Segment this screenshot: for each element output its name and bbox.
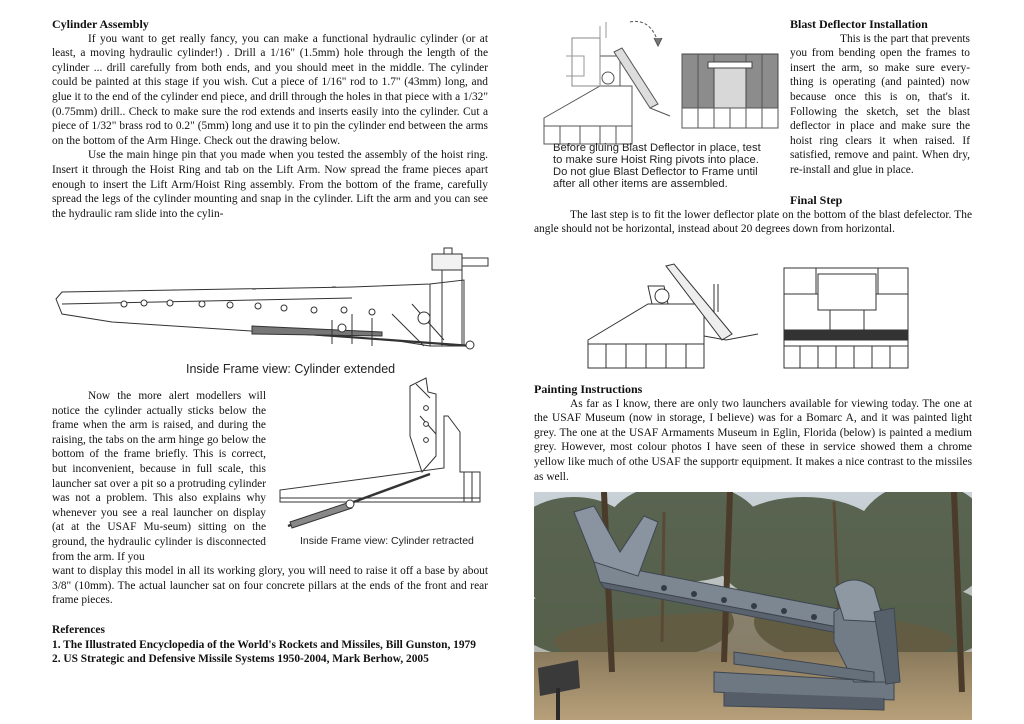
final-step-paragraph: The last step is to fit the lower deflector plate on the bottom of the blast defelector. The angle should not be horizontal, instead about 20 degrees down from horizontal.: [534, 208, 972, 236]
blast-deflector-heading: Blast Deflector Installation: [790, 17, 928, 31]
caption-cylinder-retracted: Inside Frame view: Cylinder retracted: [300, 535, 474, 547]
launcher-photo-art: [534, 492, 972, 720]
cylinder-assembly-heading: Cylinder Assembly: [52, 17, 149, 31]
cylinder-assembly-paragraph-1: If you want to get really fancy, you can make a functional hydraulic cylinder (or at least, a moving hydraulic cylinder!) . Drill a 1/16" (1.5mm) hole through the length of the cylinder ... drill carefully from both ends, and you should meet in the middle. The cylinder could be painted at this stage if you wish. Cut a piece of 1/16" rod to 1.7" (43mm) long, and glue it to the end of the cylinder end piece, and drill through the holes in that piece with a 1/32" (0.75mm) drill.. Check to make sure the rod extends and inserts easily into the cylinder. Cut a piece of 1/32" brass rod to 0.2" (5mm) long and use it to pin the cylinder end between the arms on the bottom of the Arm Hinge. Check out the drawing below.: [52, 32, 488, 147]
final-step-heading: Final Step: [790, 193, 843, 207]
blast-deflector-section: [790, 17, 970, 178]
cylinder-assembly-paragraph-2: Use the main hinge pin that you made when you tested the assembly of the hoist ring. Insert it through the Hoist Ring and tab on the Lift Arm. Now spread the frame pieces apart enough to insert the Lift Arm/Hoist Ring assembly. From the bottom of the frame, carefully spread the legs of the cylinder mounting and snap in the cylinder. Lift the arm and you can see the hydraulic ram slide into the cylin-: [52, 149, 488, 220]
blast-deflector-sketch: [540, 16, 782, 144]
references-section: [52, 623, 488, 667]
reference-item-1: 1. The Illustrated Encyclopedia of the World's Rockets and Missiles, Bill Gunston, 1979: [52, 638, 476, 651]
blast-deflector-paragraph: This is the part that prevents you from bending open the frames to insert the arm, so make sure every-thing is operating (and painted) now because once this is on, that's it. Following the sketch, set the blast deflector in place and make sure the hoist ring clears it when raised. If satisfied, remove and paint. When dry, re-install and glue in place.: [790, 32, 970, 176]
display-continuation-section: [52, 564, 488, 608]
deflector-caption-line-1: Before gluing Blast Deflector in place, test: [553, 142, 761, 154]
painting-paragraph: As far as I know, there are only two launchers available for viewing today. The one at the USAF Museum (now in storage, I believe) was for a Bomarc A, and it was painted light grey. The one at the USAF Armaments Museum in Eglin, Florida (below) is painted a medium grey. However, most colour photos I have seen of these in service showed them a chrome yellow like much of othe USAF the supportr equipment. It makes a nice contrast to the missiles as well.: [534, 397, 972, 483]
display-continuation-paragraph: want to display this model in all its working glory, you will need to raise it off a base by about 3/8" (10mm). The actual launcher sat on four concrete pillars at the ends of the front and rear frame pieces.: [52, 565, 488, 607]
alert-modellers-section: [52, 389, 266, 564]
alert-modellers-paragraph: Now the more alert modellers will notice the cylinder actually sticks below the frame when the arm is raised, and during the raising, the tabs on the arm hinge go below the bottom of the frame briefly. This is correct, but inconvenient, because in full scale, this launcher sat over a pit so a protruding cylinder was not a problem. This also explains why whenever you see a real launcher on display (at at the USAF Mu-seum) sitting on the ground, the hydraulic cylinder is disconnected from the arm. If you: [52, 390, 266, 563]
lower-deflector-sketch: [586, 264, 916, 370]
frame-drawing-retracted: [280, 376, 490, 532]
painting-heading: Painting Instructions: [534, 382, 643, 396]
deflector-caption-line-3: Do not glue Blast Deflector to Frame until: [553, 166, 758, 178]
painting-section: [534, 382, 972, 484]
deflector-caption-line-4: after all other items are assembled.: [553, 178, 728, 190]
deflector-caption: [553, 142, 761, 190]
frame-drawing-extended: [52, 244, 492, 356]
deflector-caption-line-2: to make sure Hoist Ring pivots into place.: [553, 154, 759, 166]
final-step-section: [534, 193, 972, 237]
caption-cylinder-extended: Inside Frame view: Cylinder extended: [186, 362, 396, 376]
reference-item-2: 2. US Strategic and Defensive Missile Systems 1950-2004, Mark Berhow, 2005: [52, 653, 429, 666]
launcher-photo: [534, 492, 972, 720]
cylinder-assembly-section: [52, 17, 488, 221]
references-heading: References: [52, 624, 105, 636]
